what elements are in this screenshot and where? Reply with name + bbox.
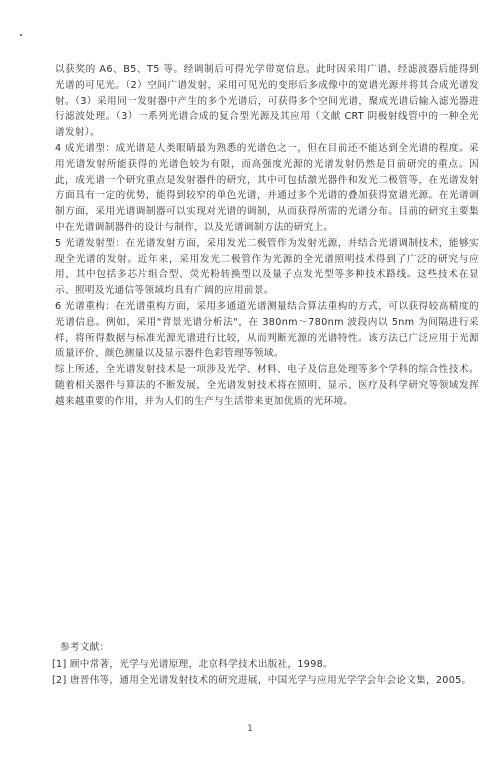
references-title: 参考文献： — [60, 642, 110, 653]
document-body — [55, 62, 479, 410]
references-section — [52, 640, 482, 689]
paragraph-2: 4 成光谱型：成光谱是人类眼睛最为熟悉的光谱色之一，但在目前还不能达到全光谱的程度。采用光谱发射所能获得的光谱色较为有限，而高强度光源的光谱发射仍然是目前研究的重点。因此，成光谱一个研究重点是发射器件的研究，其中可包括激光器件和发光二极管等，在光谱发射方面具有一定的优势，能得到较窄的单色光谱，并通过多个光谱的叠加获得宽谱光源。在光谱调制方面，采用光谱调制器可以实现对光谱的调制，从而获得所需的光谱分布。目前的研究主要集中在光谱调制器件的设计与制作，以及光谱调制方法的研究上。 — [55, 142, 479, 233]
paragraph-5: 综上所述，全光谱发射技术是一项涉及光学、材料、电子及信息处理等多个学科的综合性技术。随着相关器件与算法的不断发展，全光谱发射技术将在照明、显示、医疗及科学研究等领域发挥越来越重要的作用，并为人们的生产与生活带来更加优质的光环境。 — [55, 364, 479, 407]
reference-item-1: [1] 顾中常著，光学与光谱原理，北京科学技术出版社，1998。 — [52, 659, 333, 670]
paragraph-1: 以获奖的 A6、B5、T5 等。经调制后可得光学带宽信息。此时因采用广谱，经滤波器后能得到光谱的可见光。（2）空间广谱发射，采用可见光的变形后多成像中的宽谱光源并将其合成光谱发射。（3）采用同一发射器中产生的多个光谱后，可获得多个空间光谱，聚成光谱后输入滤光器进行滤波处理。（3）一系列光谱合成的复合型光源及其应用（文献 CRT 阴极射线管中的一种全光谱发射）。 — [55, 64, 479, 139]
paragraph-3: 5 光谱发射型：在光谱发射方面，采用发光二极管作为发射光源，并结合光谱调制技术，能够实现全光谱的发射。近年来，采用发光二极管作为光源的全光谱照明技术得到了广泛的研究与应用，其中包括多芯片组合型、荧光粉转换型以及量子点发光型等多种技术路线。这些技术在显示、照明及光通信等领域均具有广阔的应用前景。 — [55, 237, 479, 297]
scan-speck — [20, 34, 22, 36]
page-number: 1 — [247, 724, 253, 734]
paragraph-4: 6 光谱重构：在光谱重构方面，采用多通道光谱测量结合算法重构的方式，可以获得较高精度的光谱信息。例如，采用"背景光谱分析法"，在 380nm～780nm 波段内以 5nm 为间隔进行采样，将所得数据与标准光源光谱进行比较，从而判断光源的光谱特性。该方法已广泛应用于光源质量评价、颜色测量以及显示器件色彩管理等领域。 — [55, 300, 479, 360]
reference-item-2: [2] 唐晋伟等，通用全光谱发射技术的研究进展，中国光学与应用光学学会年会论文集，2005。 — [52, 675, 472, 686]
